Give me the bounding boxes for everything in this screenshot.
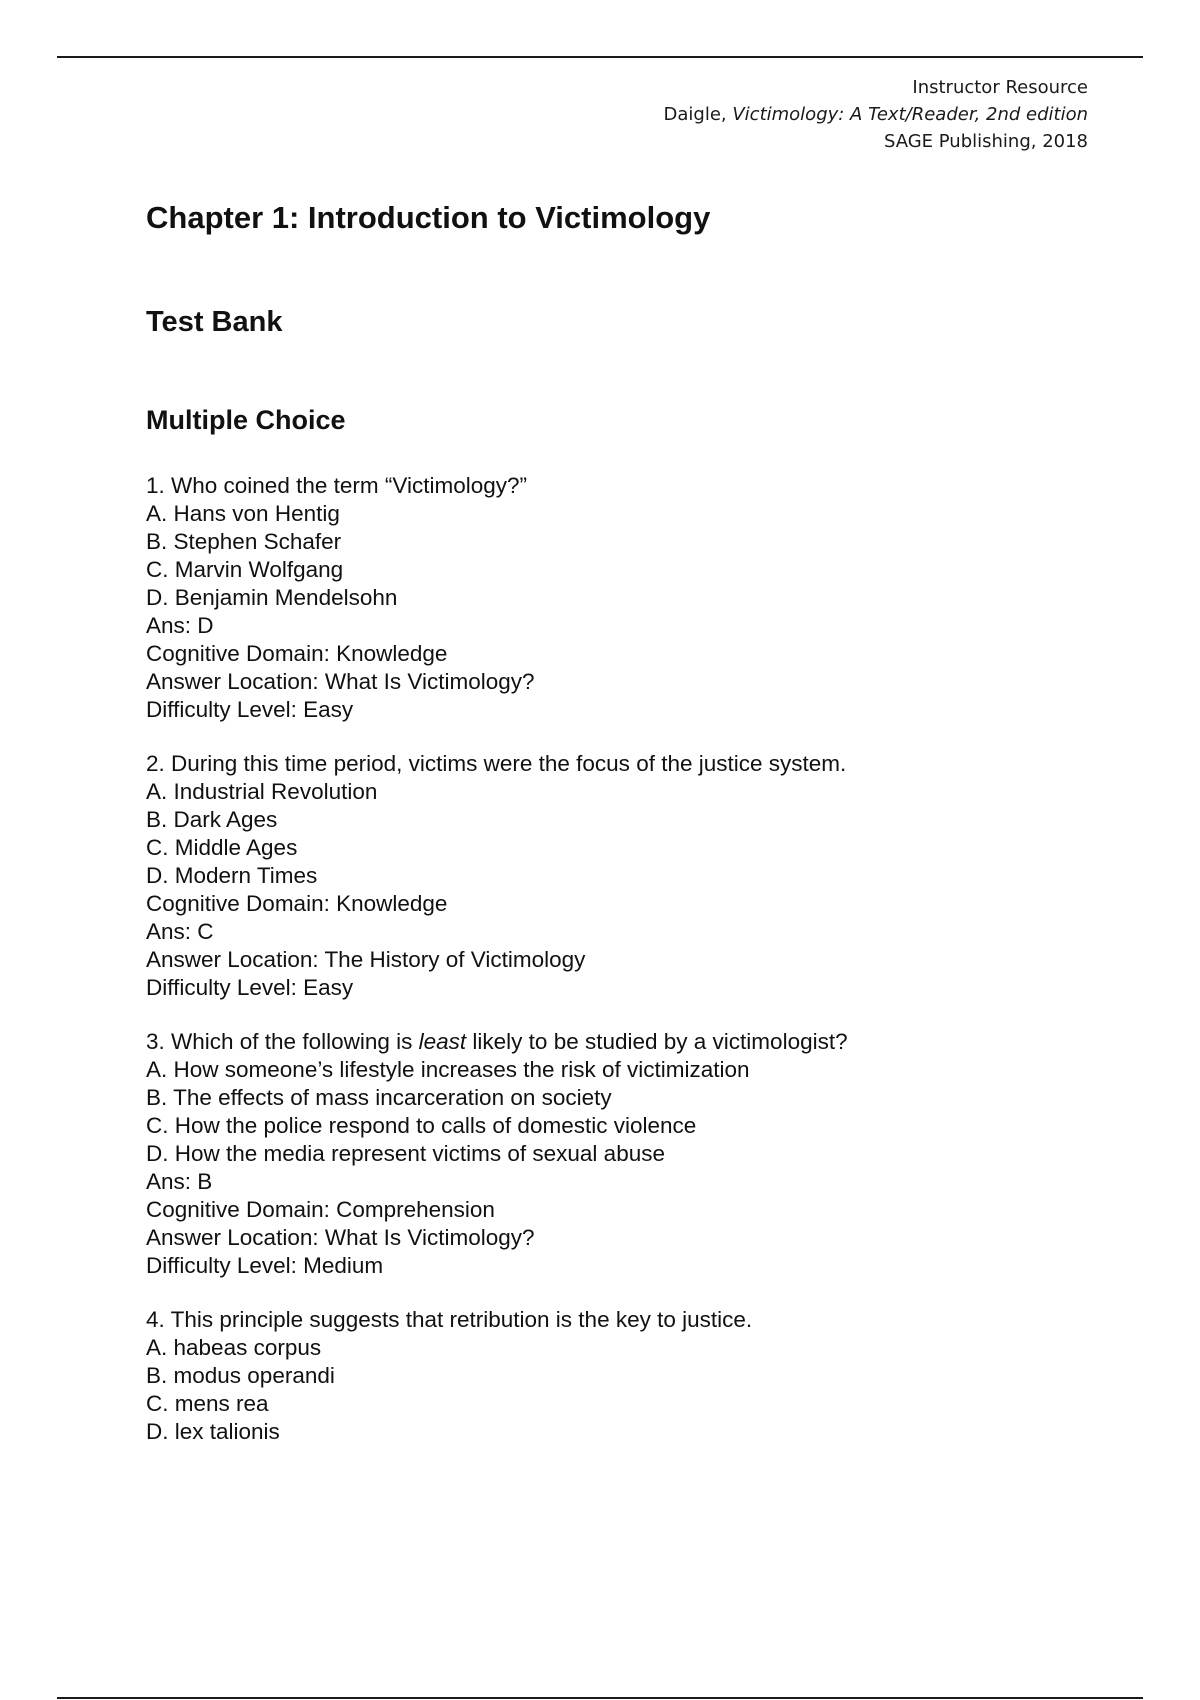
chapter-title: Chapter 1: Introduction to Victimology xyxy=(146,200,711,235)
answer-location: Answer Location: What Is Victimology? xyxy=(146,1225,535,1250)
option-c: C. Marvin Wolfgang xyxy=(146,557,344,582)
answer-key: Ans: D xyxy=(146,613,214,638)
top-rule xyxy=(57,56,1143,58)
header-resource-line: Instructor Resource xyxy=(912,77,1088,98)
header-author: Daigle, xyxy=(663,104,733,125)
difficulty-level: Difficulty Level: Easy xyxy=(146,697,354,722)
cognitive-domain: Cognitive Domain: Knowledge xyxy=(146,891,448,916)
stem-part-2: likely to be studied by a victimologist? xyxy=(466,1029,848,1054)
header-book-title: Victimology: A Text/Reader, 2nd edition xyxy=(732,104,1088,125)
question-stem: 1. Who coined the term “Victimology?” xyxy=(146,473,527,498)
option-b: B. modus operandi xyxy=(146,1363,335,1388)
option-a: A. habeas corpus xyxy=(146,1335,322,1360)
question-stem xyxy=(146,1028,1106,1056)
question-4 xyxy=(146,1306,1106,1446)
difficulty-level: Difficulty Level: Easy xyxy=(146,975,354,1000)
cognitive-domain: Cognitive Domain: Knowledge xyxy=(146,641,448,666)
question-list xyxy=(146,472,1106,1472)
option-d: D. lex talionis xyxy=(146,1419,280,1444)
option-b: B. The effects of mass incarceration on society xyxy=(146,1085,612,1110)
option-a: A. How someone’s lifestyle increases the risk of victimization xyxy=(146,1057,750,1082)
stem-part-1: 3. Which of the following is xyxy=(146,1029,419,1054)
option-d: D. Modern Times xyxy=(146,863,318,888)
bottom-rule xyxy=(57,1697,1143,1699)
option-b: B. Stephen Schafer xyxy=(146,529,342,554)
option-a: A. Industrial Revolution xyxy=(146,779,378,804)
option-a: A. Hans von Hentig xyxy=(146,501,340,526)
section-title: Test Bank xyxy=(146,306,283,338)
difficulty-level: Difficulty Level: Medium xyxy=(146,1253,384,1278)
option-c: C. Middle Ages xyxy=(146,835,298,860)
option-c: C. mens rea xyxy=(146,1391,269,1416)
question-3 xyxy=(146,1028,1106,1280)
cognitive-domain: Cognitive Domain: Comprehension xyxy=(146,1197,495,1222)
question-2 xyxy=(146,750,1106,1002)
subsection-title: Multiple Choice xyxy=(146,405,346,435)
stem-emphasis: least xyxy=(418,1029,467,1054)
question-stem: 4. This principle suggests that retribution is the key to justice. xyxy=(146,1307,753,1332)
answer-key: Ans: C xyxy=(146,919,214,944)
question-1 xyxy=(146,472,1106,724)
header-book-line xyxy=(664,101,1088,128)
question-stem: 2. During this time period, victims were the focus of the justice system. xyxy=(146,751,847,776)
header-publisher-line: SAGE Publishing, 2018 xyxy=(883,131,1088,152)
answer-location: Answer Location: The History of Victimology xyxy=(146,947,586,972)
answer-location: Answer Location: What Is Victimology? xyxy=(146,669,535,694)
option-b: B. Dark Ages xyxy=(146,807,278,832)
option-d: D. Benjamin Mendelsohn xyxy=(146,585,398,610)
option-d: D. How the media represent victims of sexual abuse xyxy=(146,1141,665,1166)
option-c: C. How the police respond to calls of domestic violence xyxy=(146,1113,697,1138)
running-header xyxy=(664,74,1088,155)
answer-key: Ans: B xyxy=(146,1169,213,1194)
